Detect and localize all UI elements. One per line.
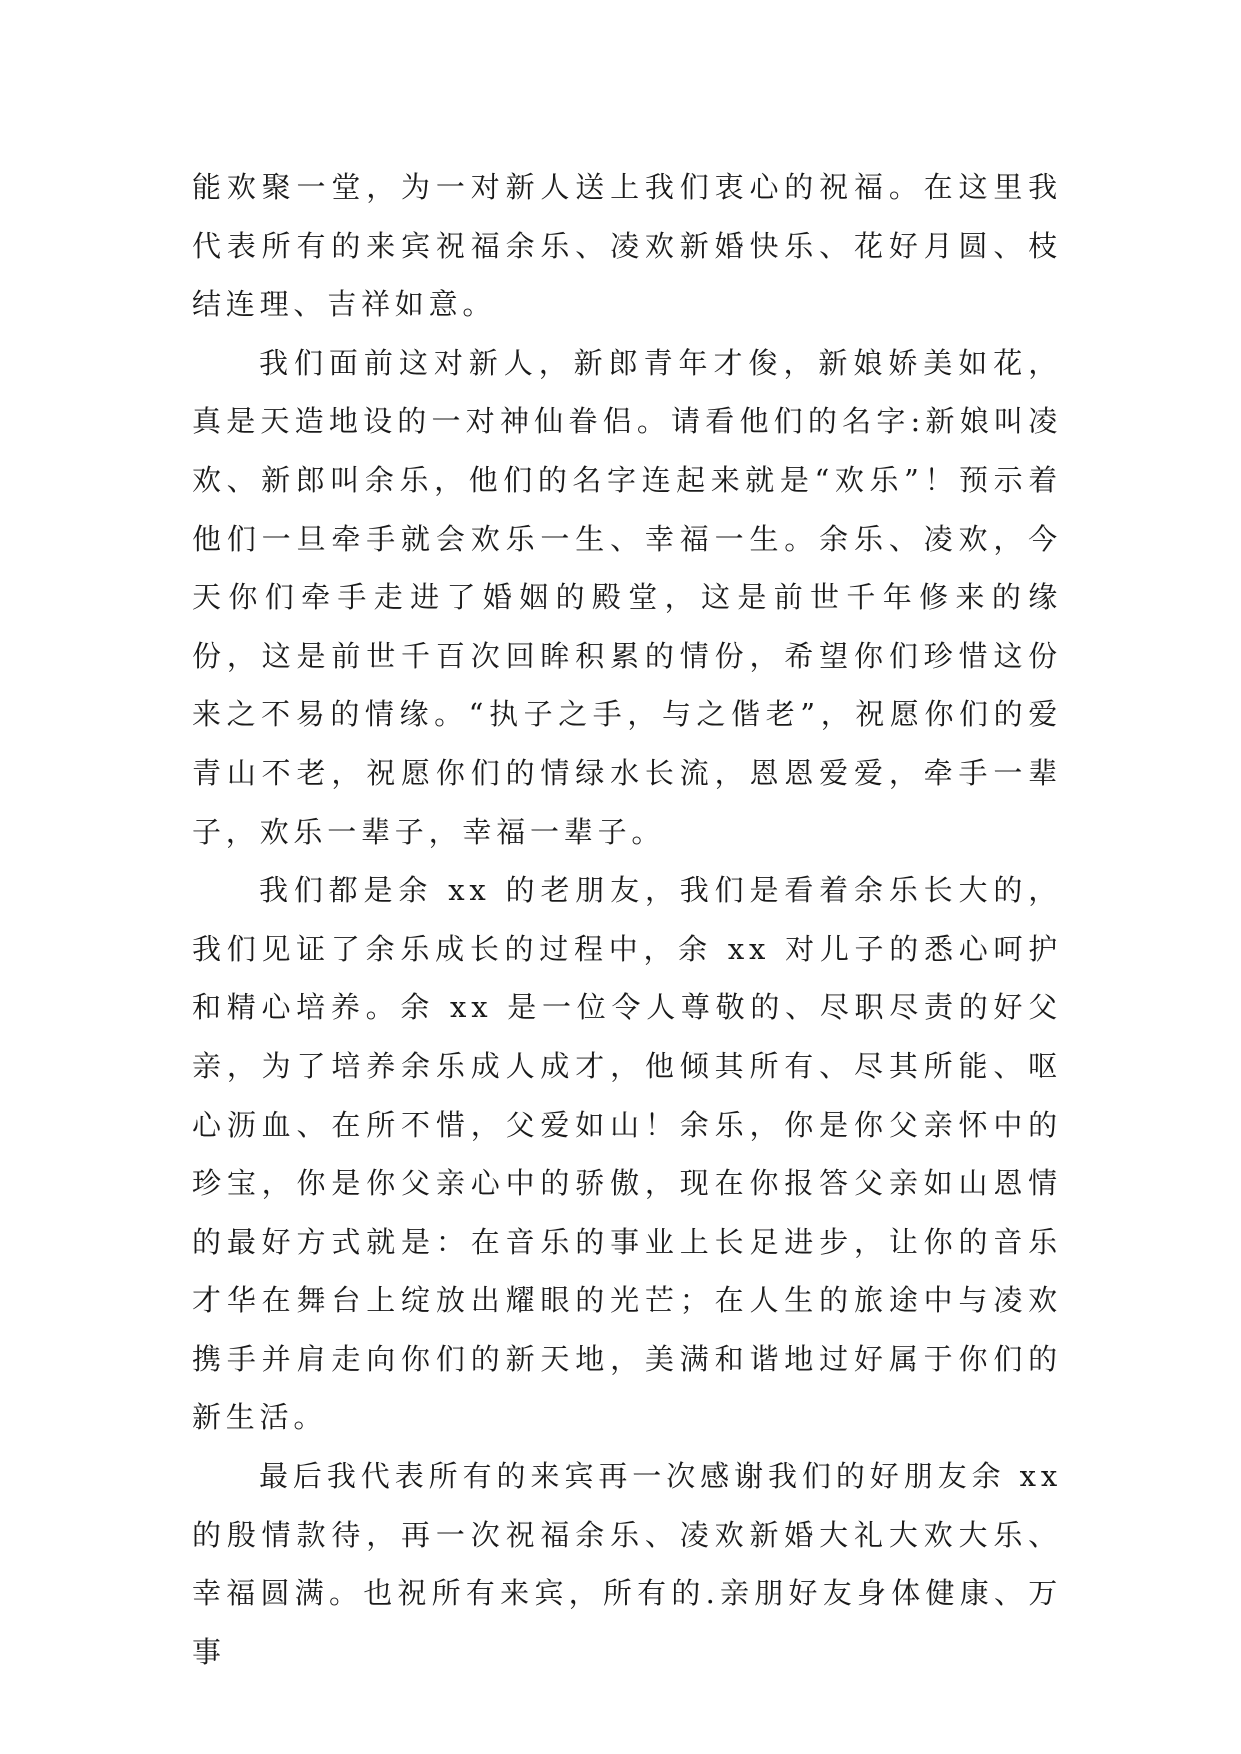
document-body [192,158,1062,1681]
paragraph-1: 能欢聚一堂，为一对新人送上我们衷心的祝福。在这里我代表所有的来宾祝福余乐、凌欢新婚快乐、花好月圆、枝结连理、吉祥如意。 [192,170,1062,322]
paragraph-2: 我们面前这对新人，新郎青年才俊，新娘娇美如花，真是天造地设的一对神仙眷侣。请看他们的名字:新娘叫凌欢、新郎叫余乐，他们的名字连起来就是“欢乐”！预示着他们一旦牵手就会欢乐一生、幸福一生。余乐、凌欢，今天你们牵手走进了婚姻的殿堂，这是前世千年修来的缘份，这是前世千百次回眸积累的情份，希望你们珍惜这份来之不易的情缘。“执子之手，与之偕老”，祝愿你们的爱青山不老，祝愿你们的情绿水长流，恩恩爱爱，牵手一辈子，欢乐一辈子，幸福一辈子。 [192,345,1062,849]
paragraph-4: 最后我代表所有的来宾再一次感谢我们的好朋友余 xx 的殷情款待，再一次祝福余乐、凌欢新婚大礼大欢大乐、幸福圆满。也祝所有来宾，所有的.亲朋好友身体健康、万事 [192,1459,1062,1669]
paragraph-3: 我们都是余 xx 的老朋友，我们是看着余乐长大的，我们见证了余乐成长的过程中，余 xx 对儿子的悉心呵护和精心培养。余 xx 是一位令人尊敬的、尽职尽责的好父亲，为了培养余乐成人成才，他倾其所有、尽其所能、呕心沥血、在所不惜，父爱如山！余乐，你是你父亲怀中的珍宝，你是你父亲心中的骄傲，现在你报答父亲如山恩情的最好方式就是：在音乐的事业上长足进步，让你的音乐才华在舞台上绽放出耀眼的光芒；在人生的旅途中与凌欢携手并肩走向你们的新天地，美满和谐地过好属于你们的新生活。 [192,873,1062,1435]
